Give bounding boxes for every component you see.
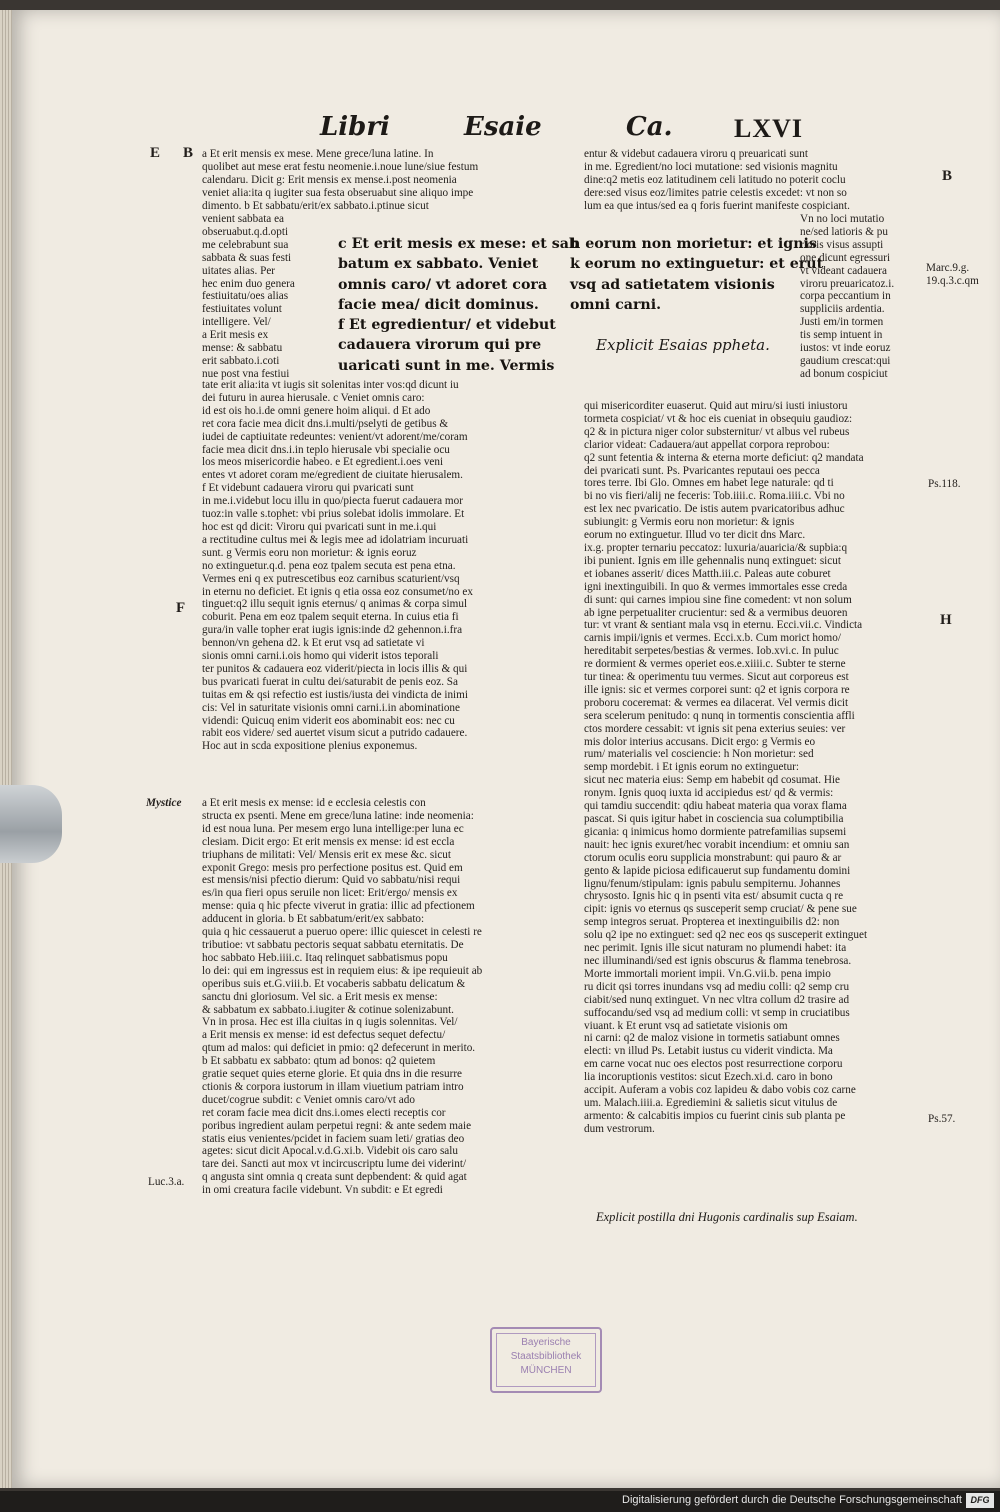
gloss-left-bottom: a Et erit mesis ex mense: id e ecclesia celestis con structa ex psenti. Mene em grece/luna latine: inde neomenia: id est noua luna. Per mesem ergo luna intellige:per luna ec clesiam. Dicit ergo: Et erit mensis ex mense: id est eccla triuphans de militati: Vel/ Mensis erit ex mese &c. sicut exponit Grego: mesis pro perfectione positus est. Quid em est mensis/nisi pfectio dierum: Quid vo sabbatu/nisi requi es/in qua fieri opus seruile non licet: Erit/ergo/ mensis ex mense: quia q hic pfecte viverut in gratia: illic ad pfectionem adducent in gloria. b Et sabbatum/erit/ex sabbato: quia q hic cessauerut a pueruo opere: illic quiescet in celesti re tributioe: vt sabbatu pectoris sequat sabbatu eternitatis. De hoc sabbato Heb.iiii.c. Itaq relinquet sabbatismus popu lo dei: qui em ingressus est in requiem eius: & ipe requieuit ab operibus suis et.G.viii.b. Et vocaberis sabbatu delicatum & sanctu dni gloriosum. Vel sic. a Erit mesis ex mense: & sabbatum ex sabbato.i.iugiter & cotinue solenizabunt. Vn in prosa. Hec est illa ciuitas in q iugis solennitas. Vel/ a Erit mensis ex mense: id est defectus sequet defectu/ qtum ad malos: qui deficiet in pmio: q2 defecerunt in merito. b Et sabbatu ex sabbato: qtum ad bonos: q2 quietem gratie sequet quies eterne glorie. Et quia dns in die resurre ctionis & corpora iustorum in illam viuetium patriam intro ducet/cogrue subdit: c Veniet omnis caro/vt ado ret coram facie mea dicit dns.i.omes electi receptis cor poribus ingredient aulam perpetui regni: & ante sedem maie statis eius venientes/pcidet in faciem suam leti/ gratias deo agetes: sicut dicit Apocal.v.d.G.xi.b. Videbit ois caro salu tare dei. Sancti aut mox vt incircuscriptu lume dei viderint/ q angusta sint omnia q creata sunt depbendent: & quid agat in omi creatura facile videbunt. Vn subdit: e Et egredi xyxy=(202,797,483,1197)
margin-letter-e: E xyxy=(150,145,161,161)
folio-number: LXVI xyxy=(734,114,804,143)
library-stamp xyxy=(490,1327,602,1393)
margin-letter-b-right: B xyxy=(942,168,953,184)
footer-bar xyxy=(0,1491,1000,1512)
margin-letter-f: F xyxy=(176,600,186,616)
margin-letter-h: H xyxy=(940,612,952,628)
explicit-esaias: Explicit Esaias ppheta. xyxy=(596,336,770,354)
dfg-logo-icon: DFG xyxy=(966,1493,994,1508)
gloss-right-main: qui misericorditer euaserut. Quid aut miru/si iusti iniustoru tormeta cospiciat/ vt & hoc eis cueniat in obsequiu gaudioz: q2 & in pictura niger color substernitur/ vt albus vel rubeus clarior videat: Cadauera/aut appellat corpora reprobou: q2 sunt fetentia & interna & eterna morte deficiut: q2 mandata dei pvaricati sunt. Ps. Pvaricantes reputaui oes pecca tores terre. Ibi Glo. Omnes em habet lege naturale: qd ti bi no vis fieri/alij ne feceris: Tob.iiii.c. Roma.iiii.c. Vbi no est lex nec pvaricatio. De istis autem pvaricatoribus adhuc subiungit: g Vermis eoru non morietur: & ignis eorum no extinguetur. Illud vo ter dicit dns Marc. ix.g. propter ternariu peccatoz: luxuria/auaricia/& supbia:q ibi punient. Ignis em ille gehennalis nunq extinguet: sicut et iobanes asserit/ dices Matth.iii.c. Paleas aute coburet igni inextinguibili. In quo & vermes immortales esse creda di sunt: qui carnes impiou sine fine comedent: vt non solum ab igne perpetualiter crucientur: sed & a vermibus deuoren tur: vt vrant & sentiant mala vsq in eternu. Ecci.vii.c. Vindicta carnis impii/ignis et vermes. Ecci.x.b. Cum morict homo/ hereditabit serpetes/bestias & vermes. Iob.xvi.c. In puluc re dormient & vermes operiet eos.e.xiiii.c. Subter te sterne tur tinea: & operimentu tuu vermes. Sicut aut corporeus est ille ignis: sic et vermes corporei sunt: q2 et ignis corpora re proboru coceremat: & vermes ea dilacerat. Vel vermis dicit sera scelerum penitudo: q nunq in tormentis conscientia affli ctos mordere cessabit: vt ignis sit pena exterius seuies: ver mis dolor interius accusans. Dicit ergo: g Vermis eo rum/ materialis vel cosciencie: h Non morietur: sed semp mordebit. i Et ignis eorum no extinguetur: sicut nec materia eius: Semp em habebit qd cosumat. Hie ronym. Ignis quoq iuxta id accipiedus est/ qd & vermis: qui tamdiu succendit: qdiu habeat materia qua vorax flama pascat. Si quis igitur habet in cosciencia sua columptibilia gicania: q inimicus homo dormiente patrefamilias supsemi nauit: hec ignis exuret/hec vorabit incendium: et omniu san ctorum oculis eoru supplicia monstrabunt: qui pauro & ar gento & lapide piciosa edificauerut sup fundamentu domini lignu/fenum/stipulam: ignis pabulu sempiternu. Johannes chrysosto. Ignis hic q in psenti vita est/ absumit cucta q re cipit: ignis vo eternus qs susceperit semp cruciat/ & pene sue semp integros seruat. Propterea et inextinguibilis d2: non solu q2 ipe no extinguet: sed q2 nec eos qs susceperit extinguet nec perimit. Ignis ille sicut naturam no plumendi habet: ita nec illuminandi/sed est ignis obscurus & flamma tenebrosa. Morte immortali morient impii. Vn.G.vii.b. pena impio ru dicit qsi torres inundans vsq ad mediu colli: q2 semp cru ciabit/sed nunq extinguet. Vn nec vltra collum d2 trasire ad suffocandu/sed vsq ad medium colli: vt semp in cruciatibus viuant. k Et erunt vsq ad satietate visionis om ni carni: q2 de maloz visione in tormetis satiabunt omnes electi: vn illud Ps. Letabit iustus cu viderit vindicta. Ma em carne vocat nuc oes electos post resurrectione corporu lia incoruptionis vestitos: sicut Ezech.xi.d. caro in bono accipit. Auferam a vobis coz lapideu & dabo vobis coz carne um. Malach.iiii.a. Egrediemini & salietis sicut vitulus de armento: & calcabitis impios cu fuerint cinis sub planta pe dum vestrorum. xyxy=(584,400,868,1135)
margin-note-ps57: Ps.57. xyxy=(928,1113,956,1125)
page-clip xyxy=(0,785,62,863)
stamp-line-3: MÜNCHEN xyxy=(520,1365,572,1376)
gloss-left-top: a Et erit mensis ex mese. Mene grece/luna latine. In quolibet aut mese erat festu neomenie.i.noue lune/siue festum calendaru. Dicit g: Erit mensis ex mense.i.post neomenia veniet alia:ita q iugiter sua festa obseruabut sine aliquo impe dimento. b Et sabbatu/erit/ex sabbato.i.ptinue sicut xyxy=(202,148,479,212)
margin-note-mystice: Mystice xyxy=(146,797,182,809)
margin-letter-b-left: B xyxy=(183,145,194,161)
bible-text-right: h eorum non morietur: et k eorum no extinguetur: et vsq ad satietatem visionis omni carni. xyxy=(570,236,785,313)
margin-note-ps118: Ps.118. xyxy=(928,478,961,490)
stamp-line-2: Staatsbibliothek xyxy=(510,1351,582,1362)
header-right-word: Ca. xyxy=(626,112,673,142)
gloss-left-main: tate erit alia:ita vt iugis sit solenitas inter vos:qd dicunt iu dei futuru in aurea hierusale. c Veniet omnis caro: id est ois ho.i.de omni genere hoim aliqui. d Et ado ret cora facie mea dicit dns.i.multi/pselyti de getibus & iudei de captiuitate redeuntes: venient/vt adorent/me/coram facie mea dicit dns.i.in teplo hierusale vbi specialie ocu los meos misericordie habeo. e Et egredient.i.oes veni entes vt adoret coram me/egredient de ciuitate hierusalem. f Et videbunt cadauera viroru qui pvaricati sunt in me.i.videbut locu illu in quo/piecta fuerut cadauera mor tuoz:in valle s.tophet: vbi prius solebat idolis immolare. Et hoc est qd dicit: Viroru qui pvaricati sunt in me.i.qui a rectitudine cultus mei & legis mee ad idolatriam incuruati sunt. g Vermis eoru non morietur: & ignis eoruz no extinguetur.q.d. pena eoz tpalem secuta est pena etna. Vermes eni q ex putrescetibus eoz carnibus scaturient/vsq in eternu no deficiet. Et ignis q etia ossa eoz consumet/no ex tinguet:q2 illu sequit ignis eternus/ q animas & corpa simul coburit. Pena em eoz tpalem sequit eterna. In cuius etia fi gura/in valle topher erat iugis ignis:inde d2 gehennon.i.fra bennon/vn gehena d2. k Et erut vsq ad satietate vi sionis omni carni.i.ois homo qui viderit istos teporali ter punitos & cadauera eoz viderit/piecta in locis illis & qui bus pvaricati fuerat in cultu dei/saturabit de penis eoz. Sa tuitas em & qsi refectio est iustis/iusta dei vindicta de inimi cis: Vel in saturitate visionis omni carni.i.in abominatione videndi: Quicuq enim viderit eos abominabit eos: nec cu rabit eos videre/ sed auertet visum sicut a putrido cadauere. Hoc aut in scda expositione plenius exponemus. xyxy=(202,379,473,753)
stamp-line-1: Bayerische xyxy=(521,1337,571,1348)
explicit-postilla: Explicit postilla dni Hugonis cardinalis sup Esaiam. xyxy=(596,1210,858,1224)
header-left-word: Libri xyxy=(320,112,390,142)
bible-text-center: c Et erit mesis ex mese: et sab batum ex sabbato. Veniet omnis caro/ vt adoret cora facie mea/ dicit dominus. f Et egredientur/ et videbut cadauera virorum qui pre uaricati sunt in me. Vermis xyxy=(338,236,579,374)
footer-credit: Digitalisierung gefördert durch die Deutsche Forschungsgemeinschaft xyxy=(622,1494,962,1506)
gloss-left-narrow: venient sabbata ea obseruabut.q.d.opti me celebrabunt sua sabbata & suas festi uitates alias. Per hec enim duo genera festiuitatu/oes alias festiuitates volunt intelligere. Vel/ a Erit mesis ex mense: & sabbatu erit sabbato.i.coti nue post vna festiui xyxy=(202,213,295,380)
gloss-right-narrow: Vn no loci mutatio ne/sed latioris & pu rioris visus assupti one dicunt egressuri vt videant cadauera viroru preuaricatoz.i. corpa peccantium in suppliciis ardentia. Justi em/in tormen tis semp intuent in iustos: vt inde eoruz gaudium crescat:qui ad bonum cospiciut xyxy=(800,213,895,380)
margin-note-luc: Luc.3.a. xyxy=(148,1176,185,1188)
gloss-right-top: entur & videbut cadauera viroru q preuaricati sunt in me. Egredient/no loci mutatione: sed visionis magnitu dine:q2 metis eoz latitudinem celi latitudo no poterit coclu dere:sed visus eoz/limites patrie celestis excedet: vt non so lum ea que intus/sed ea q foris fuerint manifeste cospiciant. xyxy=(584,148,850,212)
margin-note-marc: Marc.9.g. 19.q.3.c.qm xyxy=(926,262,979,287)
header-center-word: Esaie xyxy=(464,112,542,142)
